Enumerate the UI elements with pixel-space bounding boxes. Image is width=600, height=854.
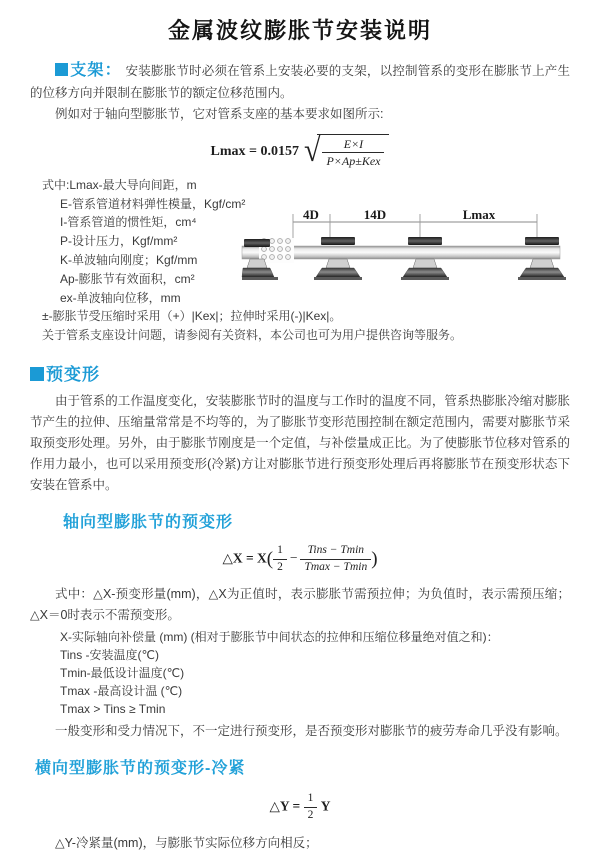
half-fraction	[273, 544, 287, 575]
sqrt-radical	[304, 134, 389, 169]
lateral-note-line: △Y-冷紧量(mm)，与膨胀节实际位移方向相反；	[55, 835, 318, 850]
formula-definitions	[30, 176, 570, 346]
definition-line: Ap-膨胀节有效面积，cm²	[60, 271, 195, 286]
half-numerator: 1	[273, 544, 287, 560]
support-spacing-diagram	[242, 206, 596, 308]
preform-paragraph: 由于管系的工作温度变化，安装膨胀节时的温度与工作时的温度不同，管系热膨胀冷缩对膨胀节产生的拉伸、压缩量常常是不均等的，为了膨胀节变形范围控制在额定范围内，需要对膨胀节采取预变形处理。另外，由于膨胀节刚度是一个定值，与补偿量成正比。为了使膨胀节位移对管系的作用力最小，也可以采用预变形(冷紧)方让对膨胀节进行预变形处理后再将膨胀节在预变形状态下安装在管系中。	[30, 393, 570, 492]
minus-operator: −	[289, 550, 298, 566]
section-bullet-icon	[55, 63, 68, 76]
definition-line: ±-膨胀节受压缩时采用（+）|Kex|；拉伸时采用(-)|Kex|。	[42, 309, 342, 324]
half-numerator: 1	[304, 792, 318, 808]
support-example-line: 例如对于轴向型膨胀节，它对管系支座的基本要求如图所示:	[55, 107, 384, 121]
temp-denominator: Tmax − Tmin	[304, 560, 368, 573]
document-page	[0, 14, 600, 854]
section-bullet-icon	[30, 367, 44, 381]
half-denominator: 2	[277, 560, 283, 573]
definition-line: K-单波轴向刚度；Kgf/mm	[60, 252, 198, 267]
parameter-line: Tmax -最高设计温 (℃)	[60, 684, 183, 699]
axial-explain-paragraph: 式中：△X-预变形量(mm)，△X为正值时，表示膨胀节需预拉伸；为负值时，表示需预压缩；△X＝0时表示不需预变形。	[30, 587, 570, 623]
lmax-formula-numerator: E×I	[322, 137, 384, 153]
half-fraction	[304, 792, 318, 823]
lateral-formula-lhs: △Y =	[269, 798, 301, 814]
axial-parameter-list	[30, 628, 570, 718]
radical-symbol: √	[304, 132, 321, 169]
parameter-line: Tins -安装温度(℃)	[60, 648, 160, 663]
dim-label-lmax: Lmax	[462, 206, 496, 222]
open-paren: (	[266, 548, 274, 570]
definition-line: E-管系管道材料弹性模量，Kgf/cm²	[60, 196, 246, 211]
lmax-formula-lhs: Lmax = 0.0157	[210, 144, 299, 160]
axial-preform-formula	[30, 544, 570, 575]
definition-line: P-设计压力，Kgf/mm²	[60, 234, 178, 249]
support-section-heading: 支架：	[70, 62, 122, 79]
parameter-line: Tmin-最低设计温度(℃)	[60, 666, 185, 681]
support-intro-paragraph	[30, 60, 570, 104]
definition-line: 式中:Lmax-最大导向间距，m	[42, 177, 197, 192]
support-note-line: 关于管系支座设计问题，请参阅有关资料，本公司也可为用户提供咨询等服务。	[42, 328, 463, 343]
parameter-line: Tmax > Tins ≥ Tmin	[60, 702, 166, 717]
dim-label-14d: 14D	[363, 206, 387, 222]
lmax-formula-denominator: P×Ap±Kex	[326, 154, 381, 169]
dim-label-4d: 4D	[303, 206, 319, 222]
page-title: 金属波纹膨胀节安装说明	[167, 18, 432, 43]
definition-line: I-管系管道的惯性矩，cm⁴	[60, 215, 197, 230]
axial-note-line: 一般变形和受力情况下，不一定进行预变形，是否预变形对膨胀节的疲劳寿命几乎没有影响。	[55, 724, 568, 739]
close-paren: )	[371, 548, 378, 570]
preform-section-header	[30, 360, 570, 385]
support-intro-text: 安装膨胀节时必须在管系上安装必要的支架，以控制管系的变形在膨胀节上产生的位移方向并限制在膨胀节的额定位移范围内。	[30, 64, 570, 100]
lmax-formula	[30, 134, 570, 169]
preform-section-title: 预变形	[46, 364, 100, 384]
parameter-line: X-实际轴向补偿量 (mm) (相对于膨胀节中间状态的拉伸和压缩位移量绝对值之和)：	[60, 630, 499, 645]
lateral-preform-heading: 横向型膨胀节的预变形-冷紧	[35, 760, 246, 778]
axial-preform-heading: 轴向型膨胀节的预变形	[63, 513, 234, 531]
lateral-preform-formula	[30, 792, 570, 823]
temp-numerator: Tins − Tmin	[300, 544, 371, 560]
half-denominator: 2	[307, 809, 314, 822]
definition-line: ex-单波轴向位移，mm	[60, 290, 181, 305]
temperature-fraction	[300, 544, 371, 575]
pipe-support-diagram-svg	[242, 206, 596, 308]
lateral-formula-rhs: Y	[320, 798, 331, 814]
axial-formula-lhs: △X = X	[222, 550, 267, 566]
